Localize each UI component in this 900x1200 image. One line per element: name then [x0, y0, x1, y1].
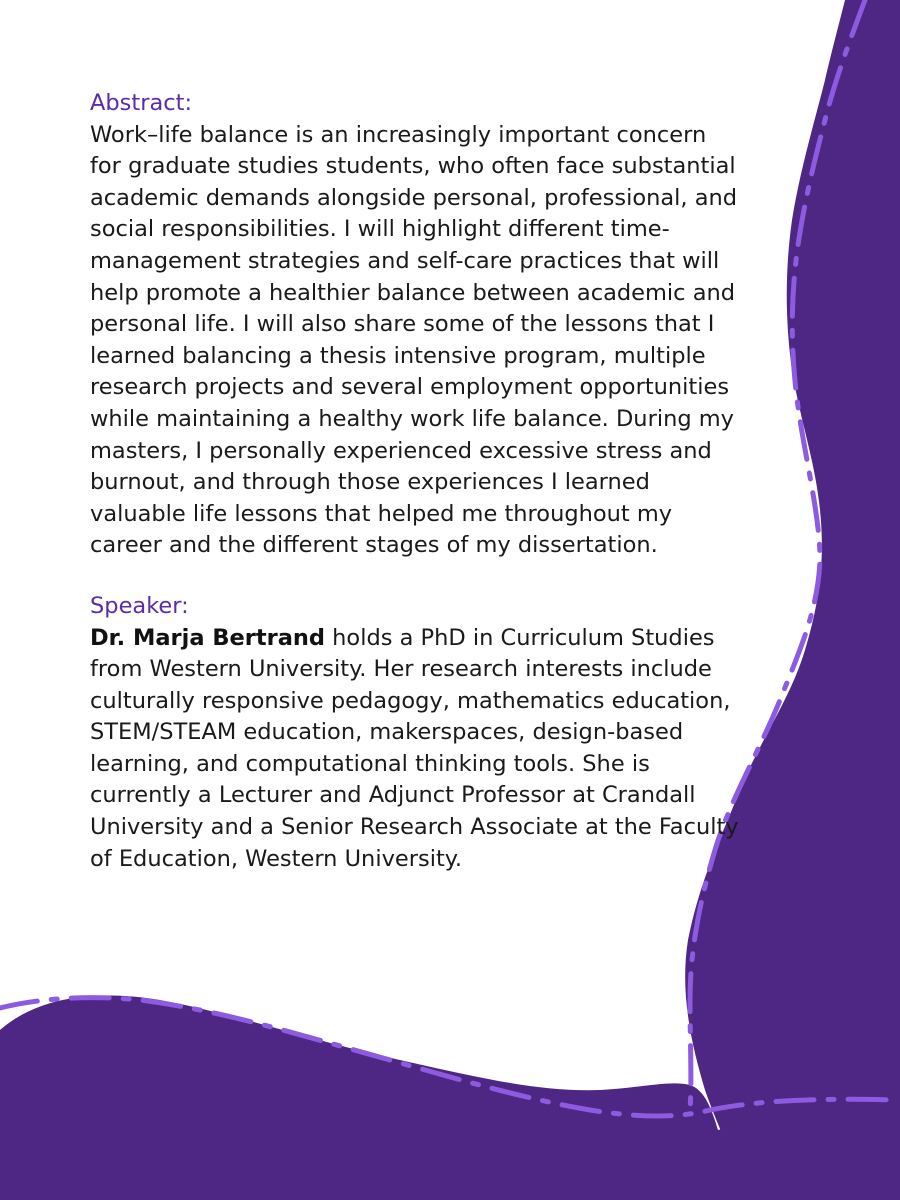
speaker-heading: Speaker:: [90, 592, 189, 619]
abstract-text: Work–life balance is an increasingly important concern for graduate studies students, who often face substantial academic demands alongside personal, professional, and social responsibilities. I will highlight different time-management strategies and self-care practices that will help promote a healthier balance between academic and personal life. I will also share some of the lessons that I learned balancing a thesis intensive program, multiple research projects and several employment opportunities while maintaining a healthy work life balance. During my masters, I personally experienced excessive stress and burnout, and through those experiences I learned valuable life lessons that helped me throughout my career and the different stages of my dissertation.: [90, 121, 738, 559]
speaker-bio-paragraph: [90, 623, 740, 876]
speaker-bio: holds a PhD in Curriculum Studies from Western University. Her research interests include culturally responsive pedagogy, mathematics education, STEM/STEAM education, makerspaces, design-based learning, and computational thinking tools. She is currently a Lecturer and Adjunct Professor at Crandall University and a Senior Research Associate at the Faculty of Education, Western University.: [90, 624, 739, 872]
abstract-heading: Abstract:: [90, 90, 193, 116]
speaker-name: Dr. Marja Bertrand: [90, 624, 326, 651]
text-content: [90, 88, 740, 875]
